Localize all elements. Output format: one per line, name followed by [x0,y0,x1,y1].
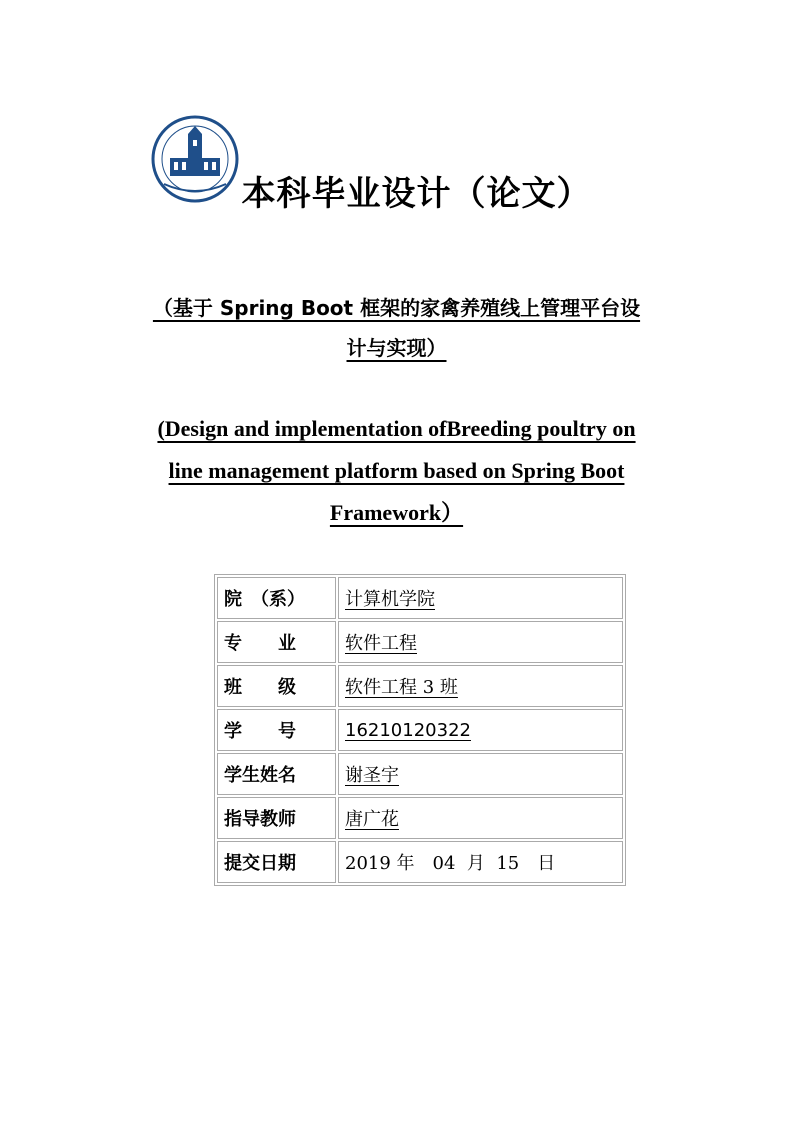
english-thesis-title [100,408,693,534]
table-row [217,621,623,663]
major-value-text: 软件工程 [345,633,417,654]
chinese-thesis-title [100,288,693,368]
table-row [217,709,623,751]
english-title-line-2: line management platform based on Spring Boot [168,458,625,483]
major-label: 专 业 [217,621,336,663]
table-row [217,753,623,795]
student-info-table [214,574,626,886]
major-value [338,621,623,663]
table-row [217,797,623,839]
student-id-label: 学 号 [217,709,336,751]
advisor-value-text: 唐广花 [345,809,399,830]
class-value-text: 软件工程 3 班 [345,677,458,698]
student-name-value [338,753,623,795]
chinese-title-line-2: 计与实现） [346,336,447,360]
student-id-value [338,709,623,751]
advisor-label: 指导教师 [217,797,336,839]
student-name-value-text: 谢圣宇 [345,765,399,786]
document-title: 本科毕业设计（论文） [241,174,592,214]
english-title-line-1: (Design and implementation ofBreeding poultry on [157,416,636,441]
class-label: 班 级 [217,665,336,707]
table-row [217,841,623,883]
department-value-text: 计算机学院 [345,589,435,610]
department-value [338,577,623,619]
table-row [217,665,623,707]
submit-date-value [338,841,623,883]
student-name-label: 学生姓名 [217,753,336,795]
class-value [338,665,623,707]
chinese-title-line-1: （基于 Spring Boot 框架的家禽养殖线上管理平台设 [152,296,641,320]
table-row [217,577,623,619]
submit-date-label: 提交日期 [217,841,336,883]
student-id-value-text: 16210120322 [345,719,471,741]
department-label: 院 （系） [217,577,336,619]
submit-date-value-text: 2019 年 04 月 15 日 [345,853,556,874]
advisor-value [338,797,623,839]
english-title-line-3: Framework） [329,500,464,525]
